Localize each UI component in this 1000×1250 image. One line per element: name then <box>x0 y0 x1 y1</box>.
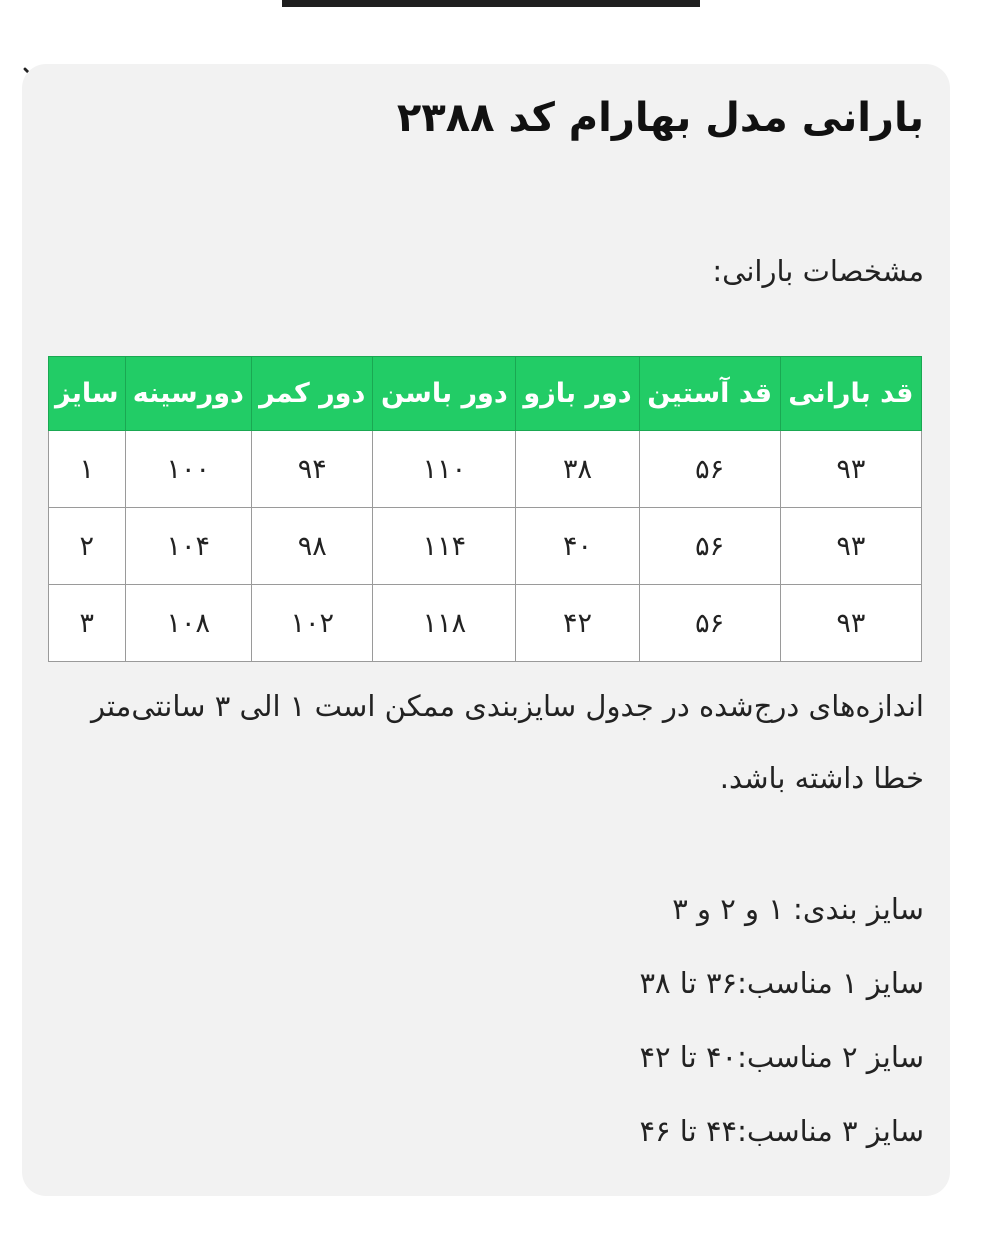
table-row <box>49 508 922 585</box>
card-content <box>48 64 924 1148</box>
table-cell: ۱ <box>49 431 126 508</box>
table-cell: ۹۳ <box>780 508 921 585</box>
specs-heading: مشخصات بارانی: <box>712 254 924 288</box>
table-cell: ۵۶ <box>639 585 780 662</box>
size-accuracy-note: اندازه‌های درج‌شده در جدول سایزبندی ممکن است ۱ الی ۳ سانتی‌متر خطا داشته باشد. <box>91 689 924 795</box>
table-cell: ۱۰۰ <box>125 431 252 508</box>
status-bar-handle <box>282 0 700 7</box>
size-info-line: سایز ۲ مناسب:۴۰ تا ۴۲ <box>639 1040 924 1074</box>
table-cell: ۱۰۴ <box>125 508 252 585</box>
table-header-cell: دورسینه <box>125 357 252 431</box>
table-cell: ۱۱۸ <box>373 585 516 662</box>
table-header-cell: سایز <box>49 357 126 431</box>
table-cell: ۹۳ <box>780 431 921 508</box>
table-header-cell: قد بارانی <box>780 357 921 431</box>
table-cell: ۵۶ <box>639 431 780 508</box>
table-row <box>49 431 922 508</box>
product-title: بارانی مدل بهارام کد ۲۳۸۸ <box>396 95 924 141</box>
table-cell: ۹۸ <box>252 508 373 585</box>
table-cell: ۹۳ <box>780 585 921 662</box>
table-cell: ۲ <box>49 508 126 585</box>
size-info-line: سایز ۱ مناسب:۳۶ تا ۳۸ <box>639 966 924 1000</box>
size-table <box>48 356 922 662</box>
product-description-card <box>22 64 950 1196</box>
table-cell: ۳۸ <box>516 431 639 508</box>
table-cell: ۹۴ <box>252 431 373 508</box>
table-header-cell: قد آستین <box>639 357 780 431</box>
size-info-line: سایز بندی: ۱ و ۲ و ۳ <box>672 892 924 926</box>
table-cell: ۴۰ <box>516 508 639 585</box>
table-row <box>49 585 922 662</box>
table-cell: ۱۰۲ <box>252 585 373 662</box>
table-header-cell: دور بازو <box>516 357 639 431</box>
size-info-list <box>48 872 924 1168</box>
table-header-cell: دور کمر <box>252 357 373 431</box>
table-cell: ۱۱۰ <box>373 431 516 508</box>
table-header-cell: دور باسن <box>373 357 516 431</box>
table-cell: ۵۶ <box>639 508 780 585</box>
size-info-line: سایز ۳ مناسب:۴۴ تا ۴۶ <box>639 1114 924 1148</box>
table-cell: ۱۱۴ <box>373 508 516 585</box>
table-cell: ۴۲ <box>516 585 639 662</box>
table-header-row <box>49 357 922 431</box>
table-cell: ۱۰۸ <box>125 585 252 662</box>
table-cell: ۳ <box>49 585 126 662</box>
